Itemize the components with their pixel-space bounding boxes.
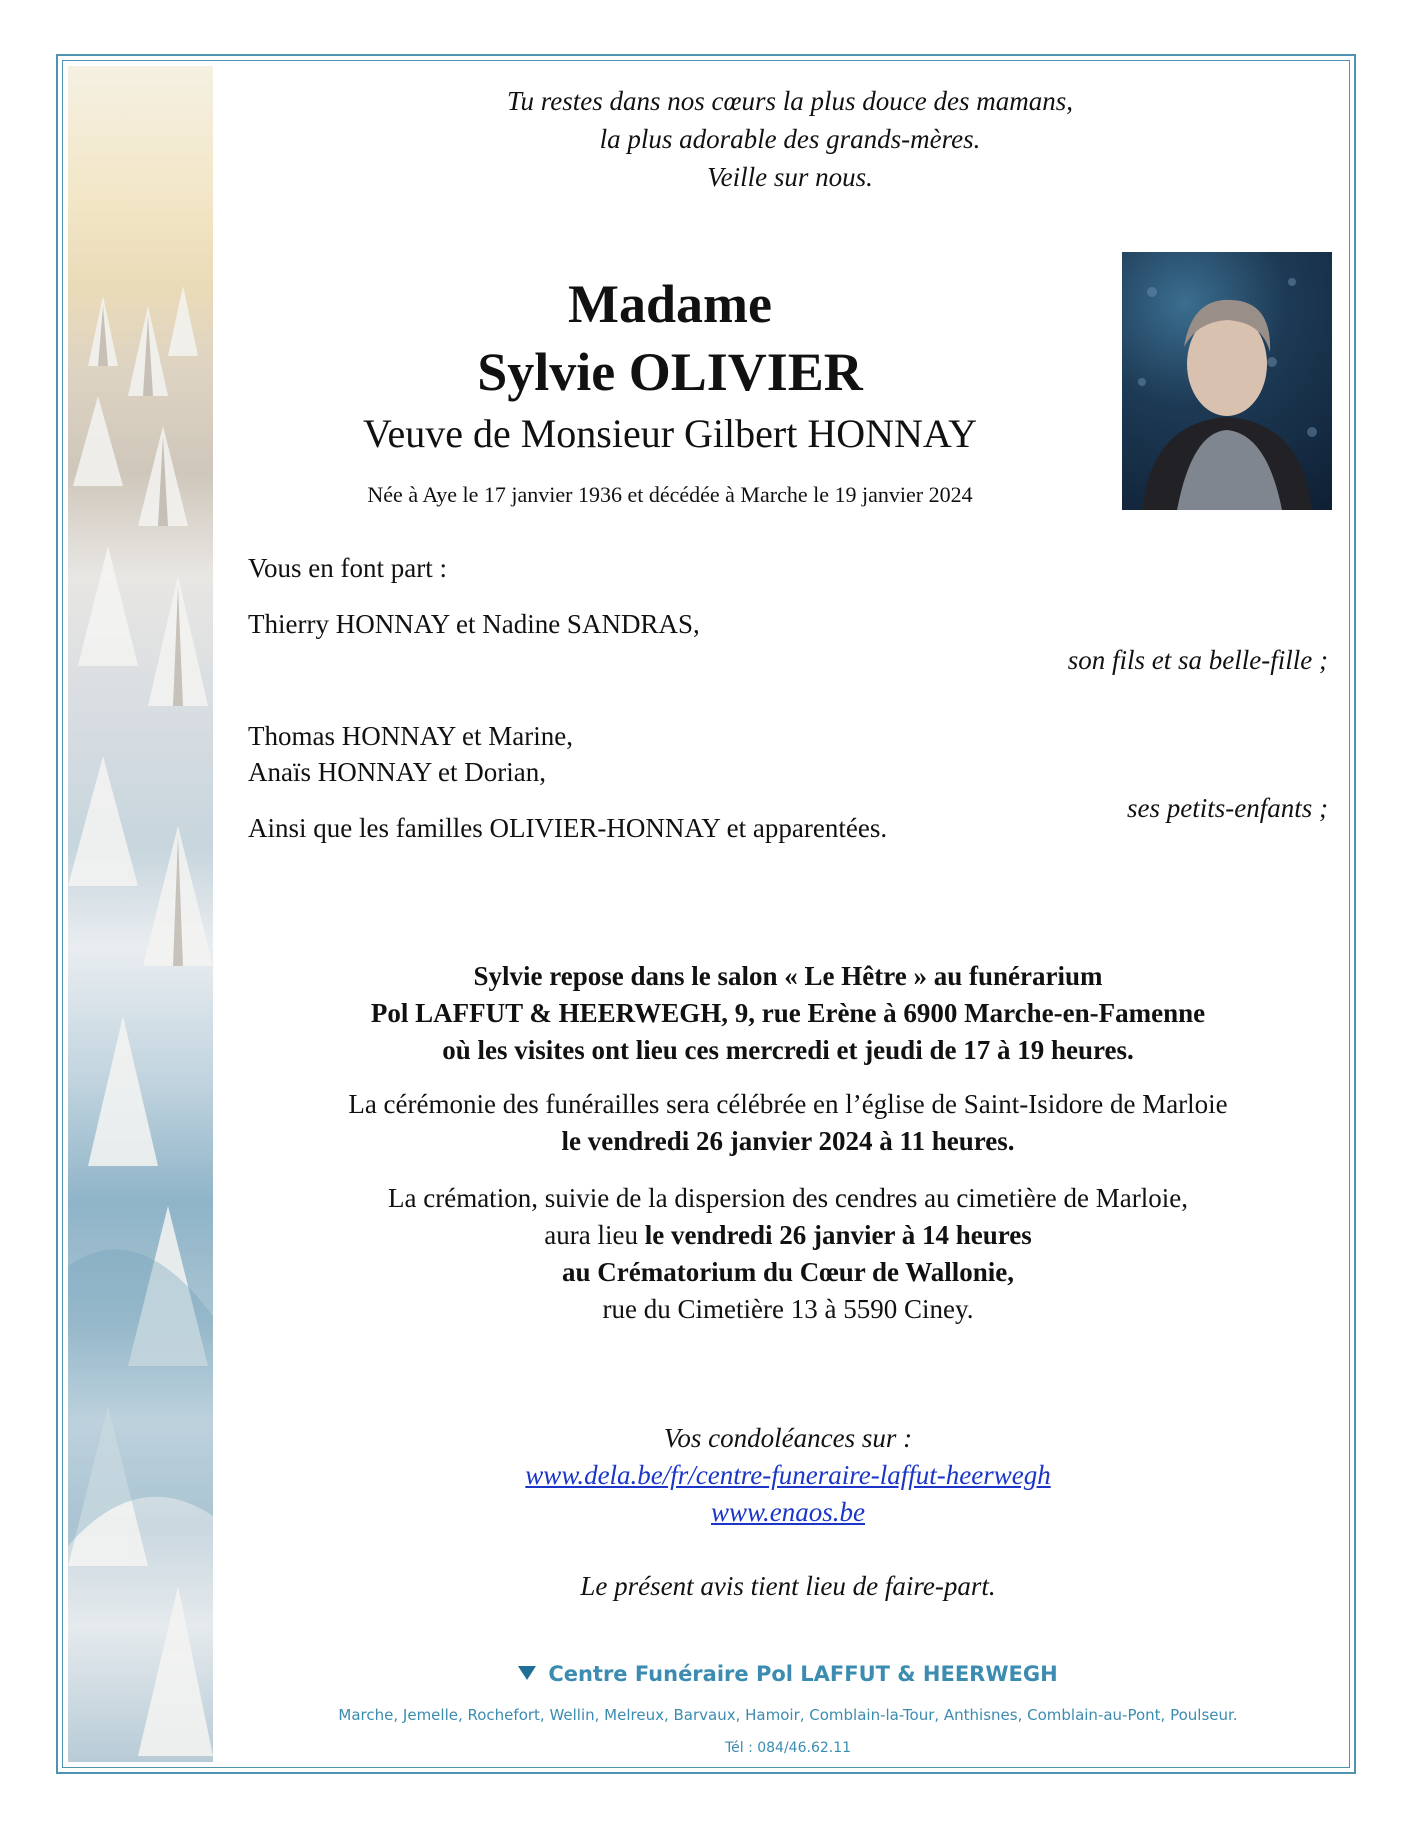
notice-text: Le présent avis tient lieu de faire-part. — [580, 1571, 996, 1601]
condolences-block — [248, 1420, 1328, 1531]
visitation-line: Pol LAFFUT & HEERWEGH, 9, rue Erène à 6900 Marche-en-Famenne — [370, 998, 1206, 1028]
poem-line: Veille sur nous. — [707, 162, 873, 192]
cremation-line: La crémation, suivie de la dispersion des cendres au cimetière de Marloie, — [388, 1183, 1188, 1213]
ceremony-info — [248, 1086, 1328, 1160]
crematorium-name: au Crématorium du Cœur de Wallonie, — [561, 1257, 1015, 1287]
widow-line: Veuve de Monsieur Gilbert HONNAY — [363, 411, 977, 456]
visitation-line: Sylvie repose dans le salon « Le Hêtre » au funérarium — [473, 961, 1103, 991]
family-group-1 — [248, 606, 1328, 678]
ceremony-date: le vendredi 26 janvier 2024 à 11 heures. — [561, 1126, 1015, 1156]
poem-line: Tu restes dans nos cœurs la plus douce des mamans, — [506, 86, 1073, 116]
funeral-home-towns: Marche, Jemelle, Rochefort, Wellin, Melreux, Barvaux, Hamoir, Comblain-la-Tour, Anthisnes, Comblain-au-Pont, Poulseur. — [338, 1706, 1238, 1724]
family-relation: ses petits-enfants ; — [1127, 793, 1328, 823]
visitation-line: où les visites ont lieu ces mercredi et jeudi de 17 à 19 heures. — [442, 1035, 1134, 1065]
poem-line: la plus adorable des grands-mères. — [599, 124, 981, 154]
funeral-home-name — [248, 1662, 1328, 1686]
deceased-name: Sylvie OLIVIER — [477, 342, 863, 402]
family-member: Thomas HONNAY et Marine, — [248, 721, 573, 751]
cremation-line — [248, 1217, 1328, 1254]
cremation-prefix: aura lieu — [544, 1220, 645, 1250]
condolences-link-enaos[interactable]: www.enaos.be — [711, 1497, 865, 1527]
cremation-date: le vendredi 26 janvier à 14 heures — [644, 1220, 1032, 1250]
poem — [330, 82, 1250, 196]
triangle-down-icon — [518, 1666, 536, 1680]
family-intro: Vous en font part : — [248, 553, 447, 583]
visitation-info — [248, 958, 1328, 1069]
deceased-title: Madame — [568, 274, 772, 334]
birth-death-dates: Née à Aye le 17 janvier 1936 et décédée à Marche le 19 janvier 2024 — [367, 482, 973, 507]
funeral-home-label: Centre Funéraire Pol LAFFUT & HEERWEGH — [548, 1662, 1058, 1686]
family-relation: son fils et sa belle-fille ; — [1067, 645, 1328, 675]
family-closing: Ainsi que les familles OLIVIER-HONNAY et apparentées. — [248, 813, 888, 843]
cremation-info — [248, 1180, 1328, 1328]
condolences-link-dela[interactable]: www.dela.be/fr/centre-funeraire-laffut-heerwegh — [525, 1460, 1051, 1490]
family-member: Anaïs HONNAY et Dorian, — [248, 757, 546, 787]
ceremony-line: La cérémonie des funérailles sera célébrée en l’église de Saint-Isidore de Marloie — [348, 1089, 1228, 1119]
funeral-home-phone: Tél : 084/46.62.11 — [724, 1740, 852, 1756]
family-member: Thierry HONNAY et Nadine SANDRAS, — [248, 609, 700, 639]
crematorium-address: rue du Cimetière 13 à 5590 Ciney. — [602, 1294, 974, 1324]
condolences-label: Vos condoléances sur : — [663, 1423, 913, 1453]
